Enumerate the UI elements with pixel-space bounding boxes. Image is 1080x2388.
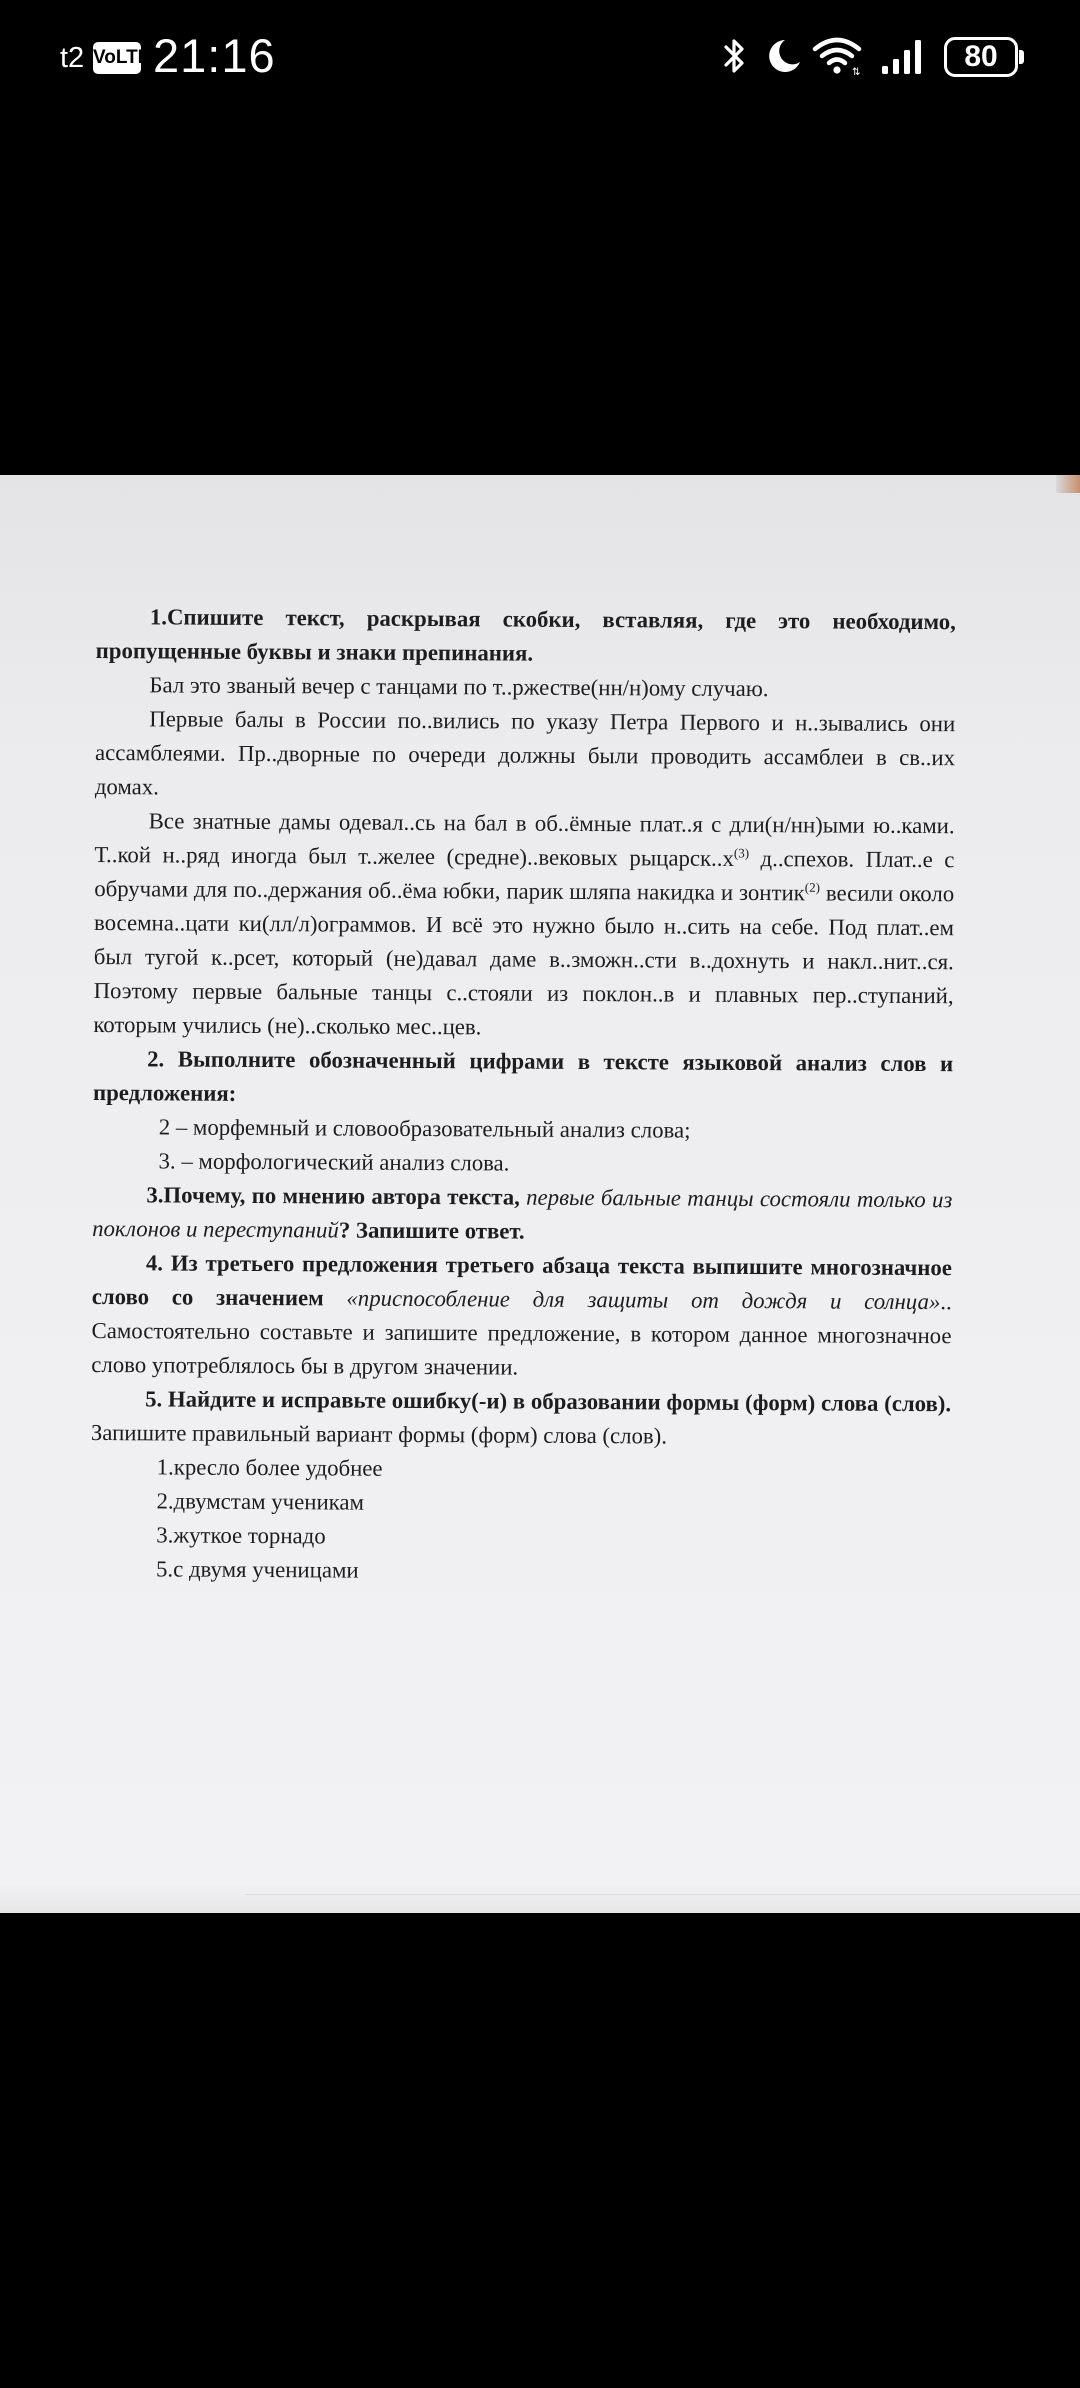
moon-icon <box>763 36 803 76</box>
task1-heading: 1.Спишите текст, раскрывая скобки, вставляя, где это необходимо, пропущенные буквы и знаки препинания. <box>95 604 956 666</box>
battery-icon <box>944 37 1018 77</box>
volte-badge: VoLTE <box>93 42 141 74</box>
task5-option-4: 5.с двумя ученицами <box>156 1556 359 1583</box>
carrier-label: t2 <box>60 42 85 74</box>
task3-bold-1: 3.Почему, по мнению автора текста, <box>146 1182 527 1210</box>
task3-bold-2: ? Запишите ответ. <box>338 1217 525 1244</box>
task5-rest: Запишите правильный вариант формы (форм) слова (слов). <box>90 1419 668 1449</box>
task4-italic: «приспособление для защиты от дождя и солнца» <box>346 1285 941 1315</box>
task3-italic: первые бальные танцы состояли только из поклонов и переступаний <box>92 1184 953 1243</box>
task5-option-1: 1.кресло более удобнее <box>156 1454 383 1481</box>
document-photo[interactable] <box>0 475 1080 1913</box>
task5 <box>91 1382 951 1455</box>
p3-part-a: Все знатные дамы одевал..сь на бал в об..ёмные плат..я с дли(н/нн)ыми ю..ками. Т..кой н..ряд иногда был т..желее (средне)..вековых рыцарск..х <box>94 808 955 871</box>
signal-icon <box>880 36 928 76</box>
svg-text:⇅: ⇅ <box>852 67 861 76</box>
battery-level: 80 <box>964 40 998 73</box>
task4 <box>91 1246 952 1387</box>
task4-bold: 4. Из третьего предложения третьего абзаца текста выпишите многозначное слово со значением <box>91 1250 953 1311</box>
footnote-3: (3) <box>733 845 750 861</box>
task1-paragraph-3 <box>93 804 954 1047</box>
paper-shadow <box>0 1883 1080 1913</box>
task3 <box>92 1178 952 1251</box>
bluetooth-icon <box>722 36 748 76</box>
task1-paragraph-1: Бал это званый вечер с танцами по т..ржестве(нн/н)ому случаю. <box>149 672 769 702</box>
document-text <box>90 600 956 1591</box>
p3-part-b: д..спехов. Плат..е с обручами для по..держания об..ёма юбки, парик шляпа накидка и зонтик <box>94 845 955 906</box>
task2-item-1: 2 – морфемный и словообразовательный анализ слова; <box>158 1114 691 1143</box>
status-bar <box>0 0 1080 118</box>
task2-heading: 2. Выполните обозначенный цифрами в тексте языковой анализ слов и предложения: <box>92 1046 954 1106</box>
footnote-2: (2) <box>804 879 821 895</box>
task1-paragraph-2: Первые балы в России по..вились по указу Петра Первого и н..зывались они ассамблеями. Пр..дворные по очереди должны были проводить ассамблеи в св..их домах. <box>94 706 956 800</box>
task2-item-2: 3. – морфологический анализ слова. <box>158 1148 510 1176</box>
paper-corner <box>1056 475 1080 493</box>
clock: 21:16 <box>153 29 276 82</box>
task4-rest: .. Самостоятельно составьте и запишите предложение, в котором данное многозначное слово употреблялось бы в другом значении. <box>91 1289 952 1380</box>
task5-option-2: 2.двумстам ученикам <box>156 1488 365 1515</box>
task5-option-3: 3.жуткое торнадо <box>156 1522 326 1549</box>
p3-part-c: весили около восемна..цати ки(лл/л)ограммов. И всё это нужно было н..сить на себе. Под плат..ем был тугой к..рсет, который (не)давал даме в..зможн..сти в..дохнуть и накл..нит..ся. Поэтому первые бальные танцы с..стояли из поклон..в и плавных пер..ступаний, которым учились (не)..сколько мес..цев. <box>93 880 955 1040</box>
task5-bold: 5. Найдите и исправьте ошибку(-и) в образовании формы (форм) слова (слов). <box>145 1386 952 1417</box>
wifi-icon <box>812 36 866 76</box>
